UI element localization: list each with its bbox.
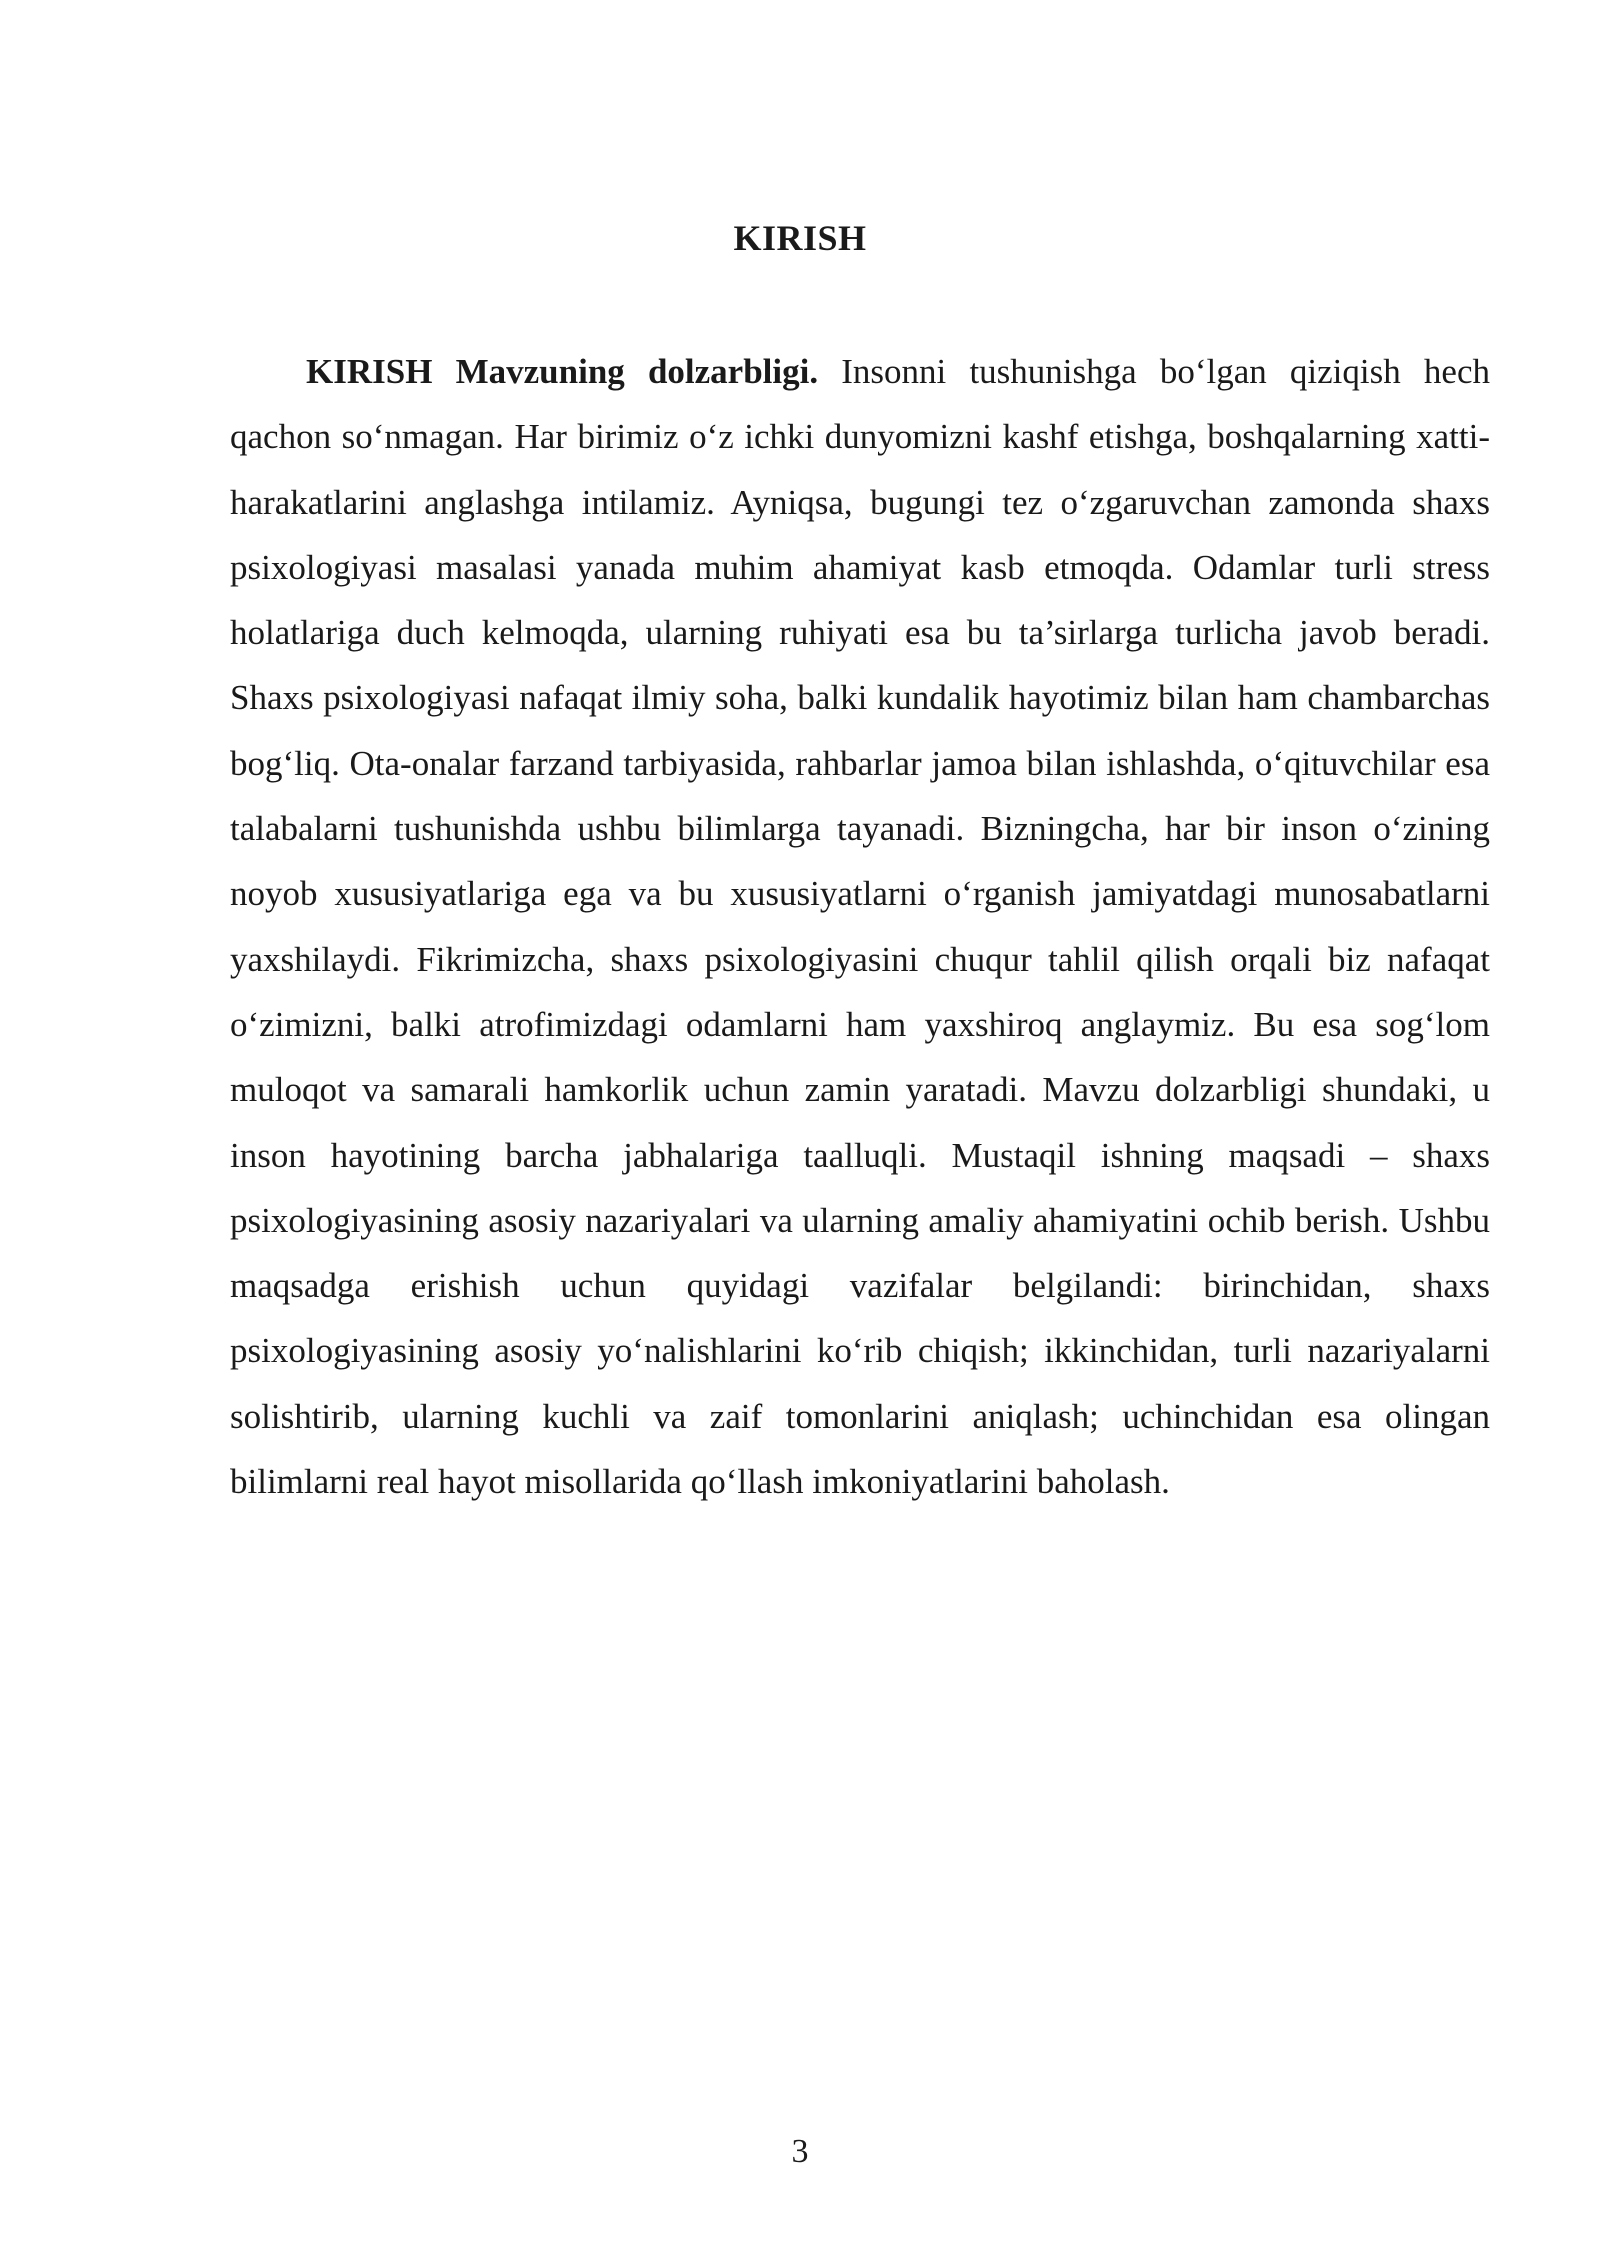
section-heading: KIRISH: [733, 218, 867, 258]
body-paragraph: [230, 339, 1490, 1514]
paragraph-lead: KIRISH Mavzuning dolzarbligi.: [306, 352, 819, 391]
page-number: 3: [791, 2133, 809, 2170]
paragraph-body: Insonni tushunishga bo‘lgan qiziqish hech qachon so‘nmagan. Har birimiz o‘z ichki dunyomizni kashf etishga, boshqalarning xatti-harakatlarini anglashga intilamiz. Ayniqsa, bugungi tez o‘zgaruvchan zamonda shaxs psixologiyasi masalasi yanada muhim ahamiyat kasb etmoqda. Odamlar turli stress holatlariga duch kelmoqda, ularning ruhiyati esa bu ta’sirlarga turlicha javob beradi. Shaxs psixologiyasi nafaqat ilmiy soha, balki kundalik hayotimiz bilan ham chambarchas bog‘liq. Ota-onalar farzand tarbiyasida, rahbarlar jamoa bilan ishlashda, o‘qituvchilar esa talabalarni tushunishda ushbu bilimlarga tayanadi. Bizningcha, har bir inson o‘zining noyob xususiyatlariga ega va bu xususiyatlarni o‘rganish jamiyatdagi munosabatlarni yaxshilaydi. Fikrimizcha, shaxs psixologiyasini chuqur tahlil qilish orqali biz nafaqat o‘zimizni, balki atrofimizdagi odamlarni ham yaxshiroq anglaymiz. Bu esa sog‘lom muloqot va samarali hamkorlik uchun zamin yaratadi. Mavzu dolzarbligi shundaki, u inson hayotining barcha jabhalariga taalluqli. Mustaqil ishning maqsadi – shaxs psixologiyasining asosiy nazariyalari va ularning amaliy ahamiyatini ochib berish. Ushbu maqsadga erishish uchun quyidagi vazifalar belgilandi: birinchidan, shaxs psixologiyasining asosiy yo‘nalishlarini ko‘rib chiqish; ikkinchidan, turli nazariyalarni solishtirib, ularning kuchli va zaif tomonlarini aniqlash; uchinchidan esa olingan bilimlarni real hayot misollarida qo‘llash imkoniyatlarini baholash.: [230, 352, 1490, 1502]
